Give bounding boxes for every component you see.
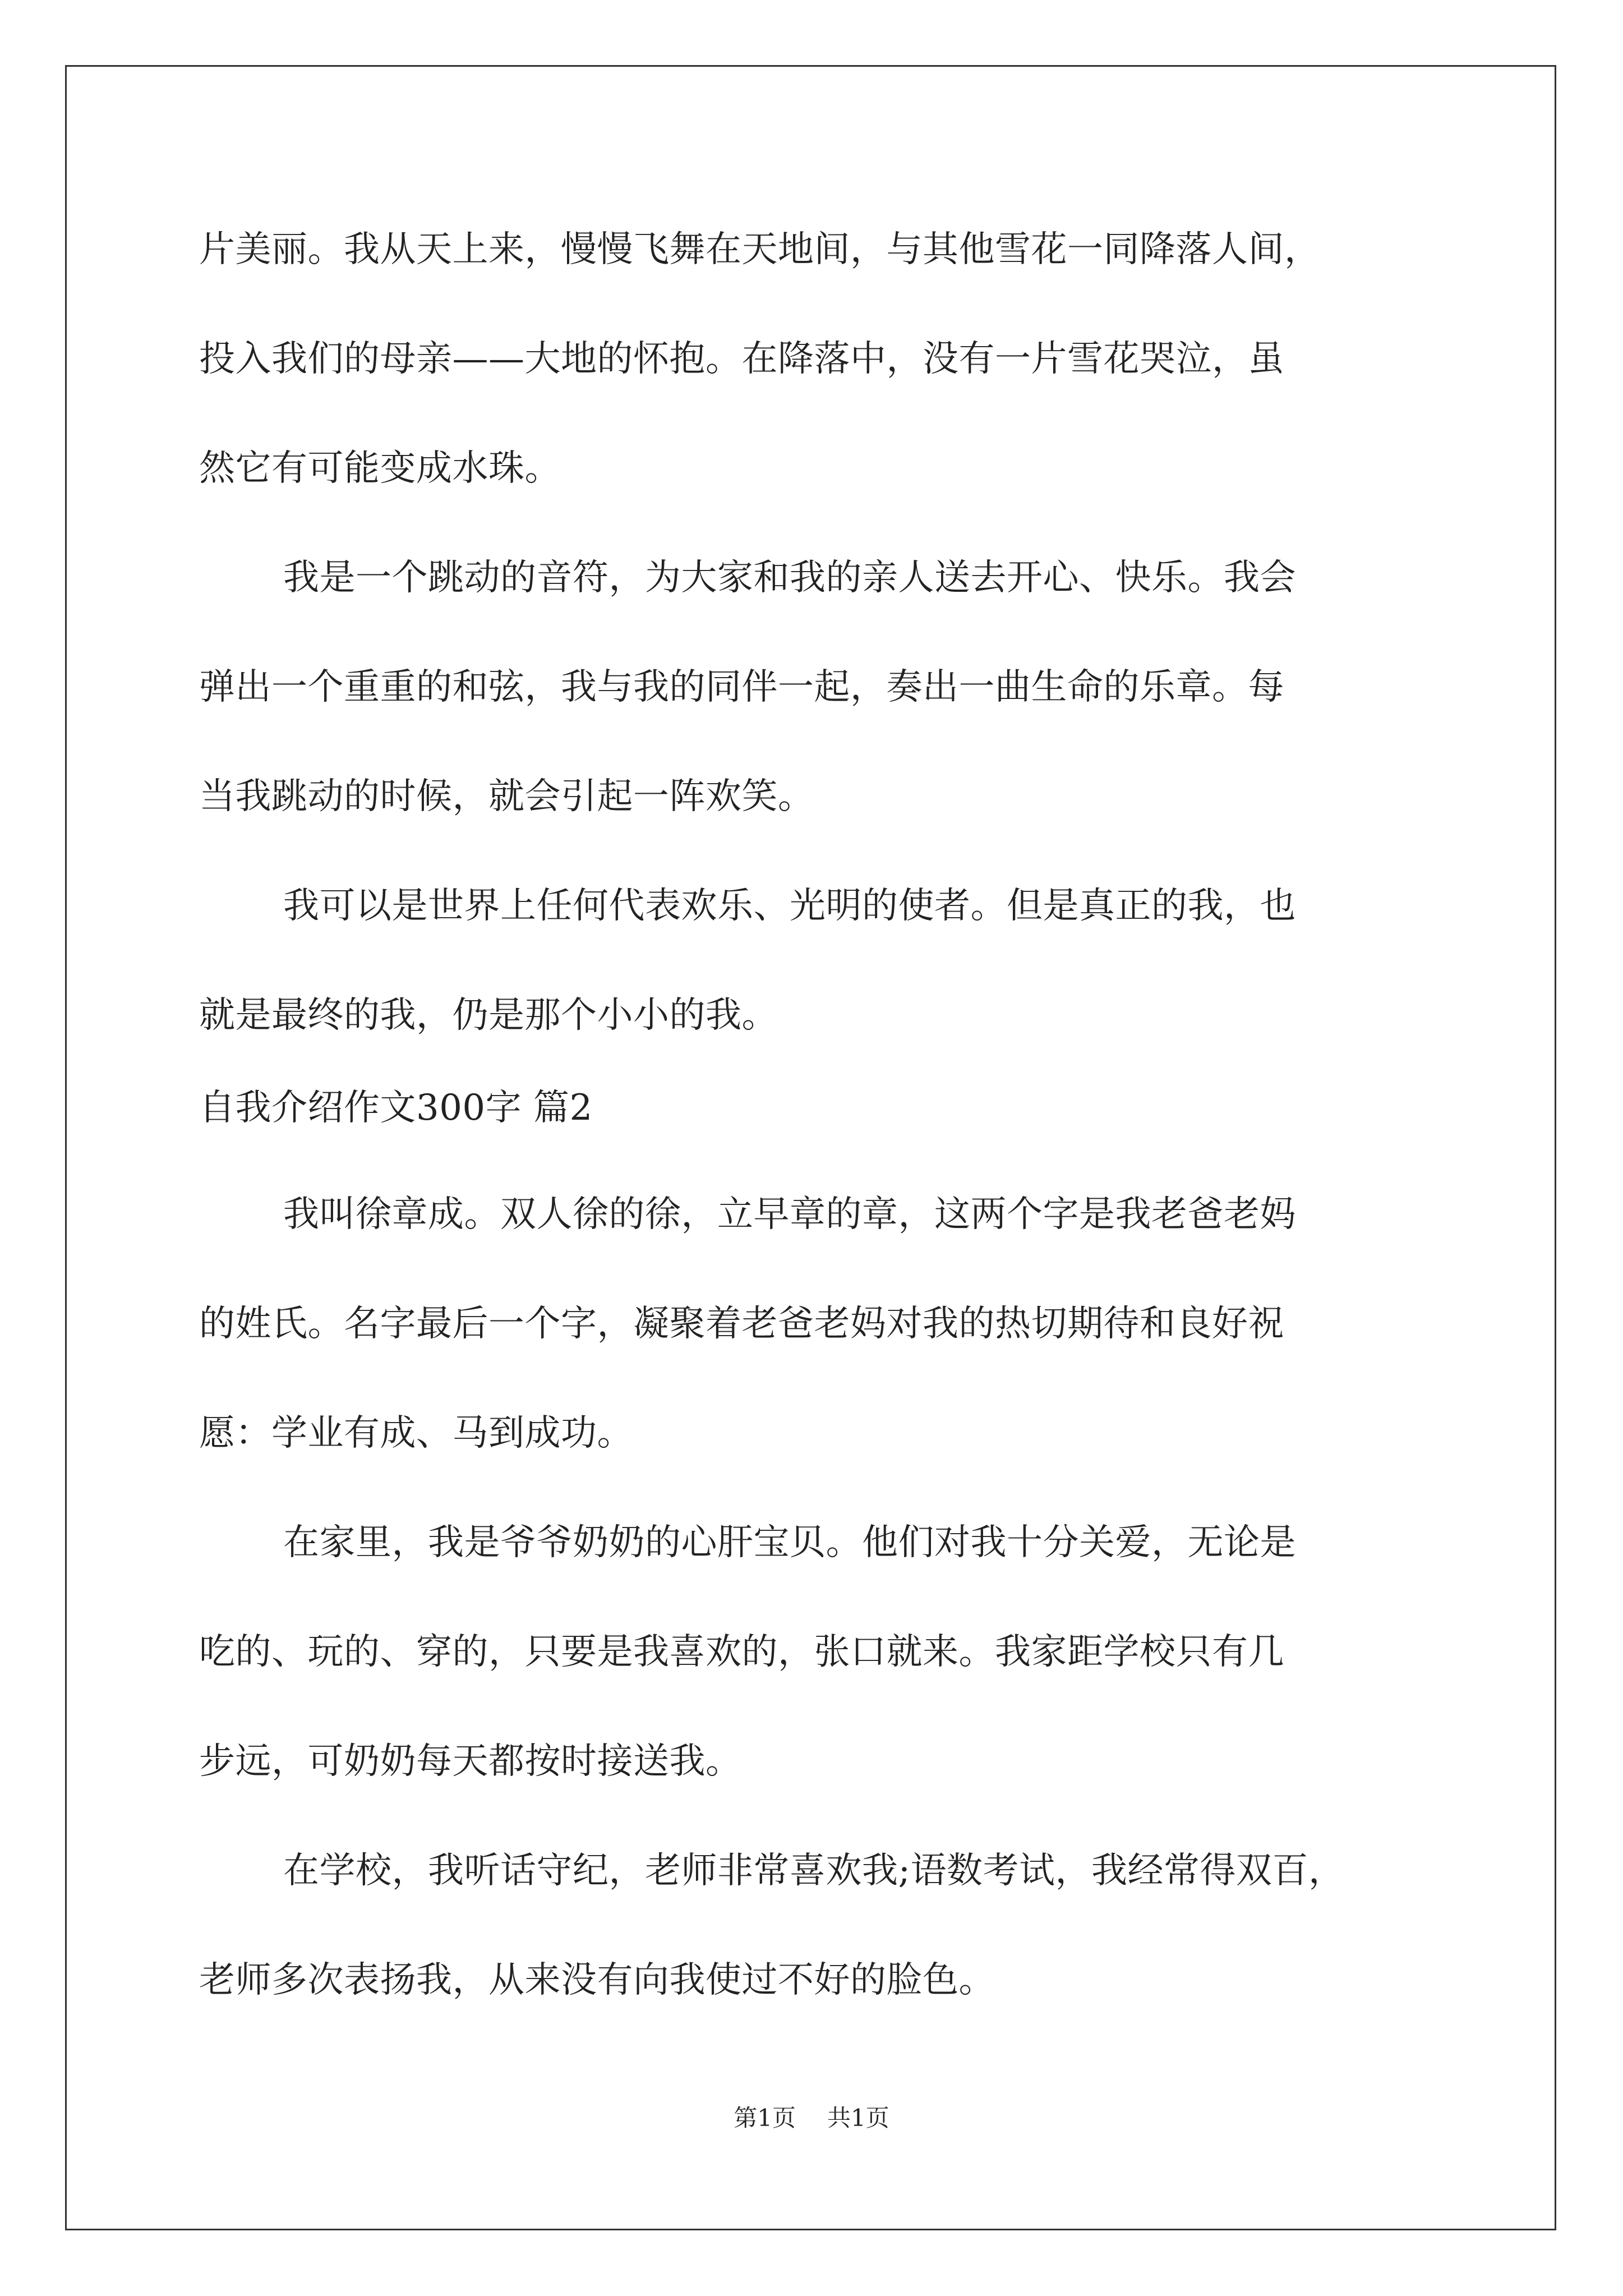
paragraph-first-line: 我叫徐章成。双人徐的徐，立早章的章，这两个字是我老爸老妈 [283, 1194, 1296, 1235]
paragraph-first-line: 在学校，我听话守纪，老师非常喜欢我;语数考试，我经常得双百， [283, 1850, 1345, 1892]
section-heading: 自我介绍作文300字 篇2 [199, 1087, 593, 1129]
text-line: 弹出一个重重的和弦，我与我的同伴一起，奏出一曲生命的乐章。每 [199, 666, 1284, 708]
page-total: 共1页 [827, 2104, 889, 2132]
page-footer [0, 2102, 1623, 2134]
page-border [65, 65, 1556, 2230]
text-line: 投入我们的母亲——大地的怀抱。在降落中，没有一片雪花哭泣，虽 [199, 338, 1284, 380]
text-line: 就是最终的我，仍是那个小小的我。 [199, 995, 778, 1036]
text-line: 吃的、玩的、穿的，只要是我喜欢的，张口就来。我家距学校只有几 [199, 1631, 1284, 1673]
text-line: 当我跳动的时候，就会引起一阵欢笑。 [199, 776, 814, 817]
text-line: 愿：学业有成、马到成功。 [199, 1412, 633, 1454]
paragraph-first-line: 我可以是世界上任何代表欢乐、光明的使者。但是真正的我，也 [283, 885, 1296, 927]
page-number: 第1页 [734, 2104, 796, 2132]
text-line: 老师多次表扬我，从来没有向我使过不好的脸色。 [199, 1959, 995, 2001]
text-line: 然它有可能变成水珠。 [199, 448, 561, 489]
paragraph-first-line: 在家里，我是爷爷奶奶的心肝宝贝。他们对我十分关爱，无论是 [283, 1522, 1296, 1563]
text-line: 的姓氏。名字最后一个字，凝聚着老爸老妈对我的热切期待和良好祝 [199, 1303, 1284, 1345]
paragraph-first-line: 我是一个跳动的音符，为大家和我的亲人送去开心、快乐。我会 [283, 557, 1296, 599]
text-line: 片美丽。我从天上来，慢慢飞舞在天地间，与其他雪花一同降落人间， [199, 229, 1321, 270]
text-line: 步远，可奶奶每天都按时接送我。 [199, 1741, 742, 1782]
